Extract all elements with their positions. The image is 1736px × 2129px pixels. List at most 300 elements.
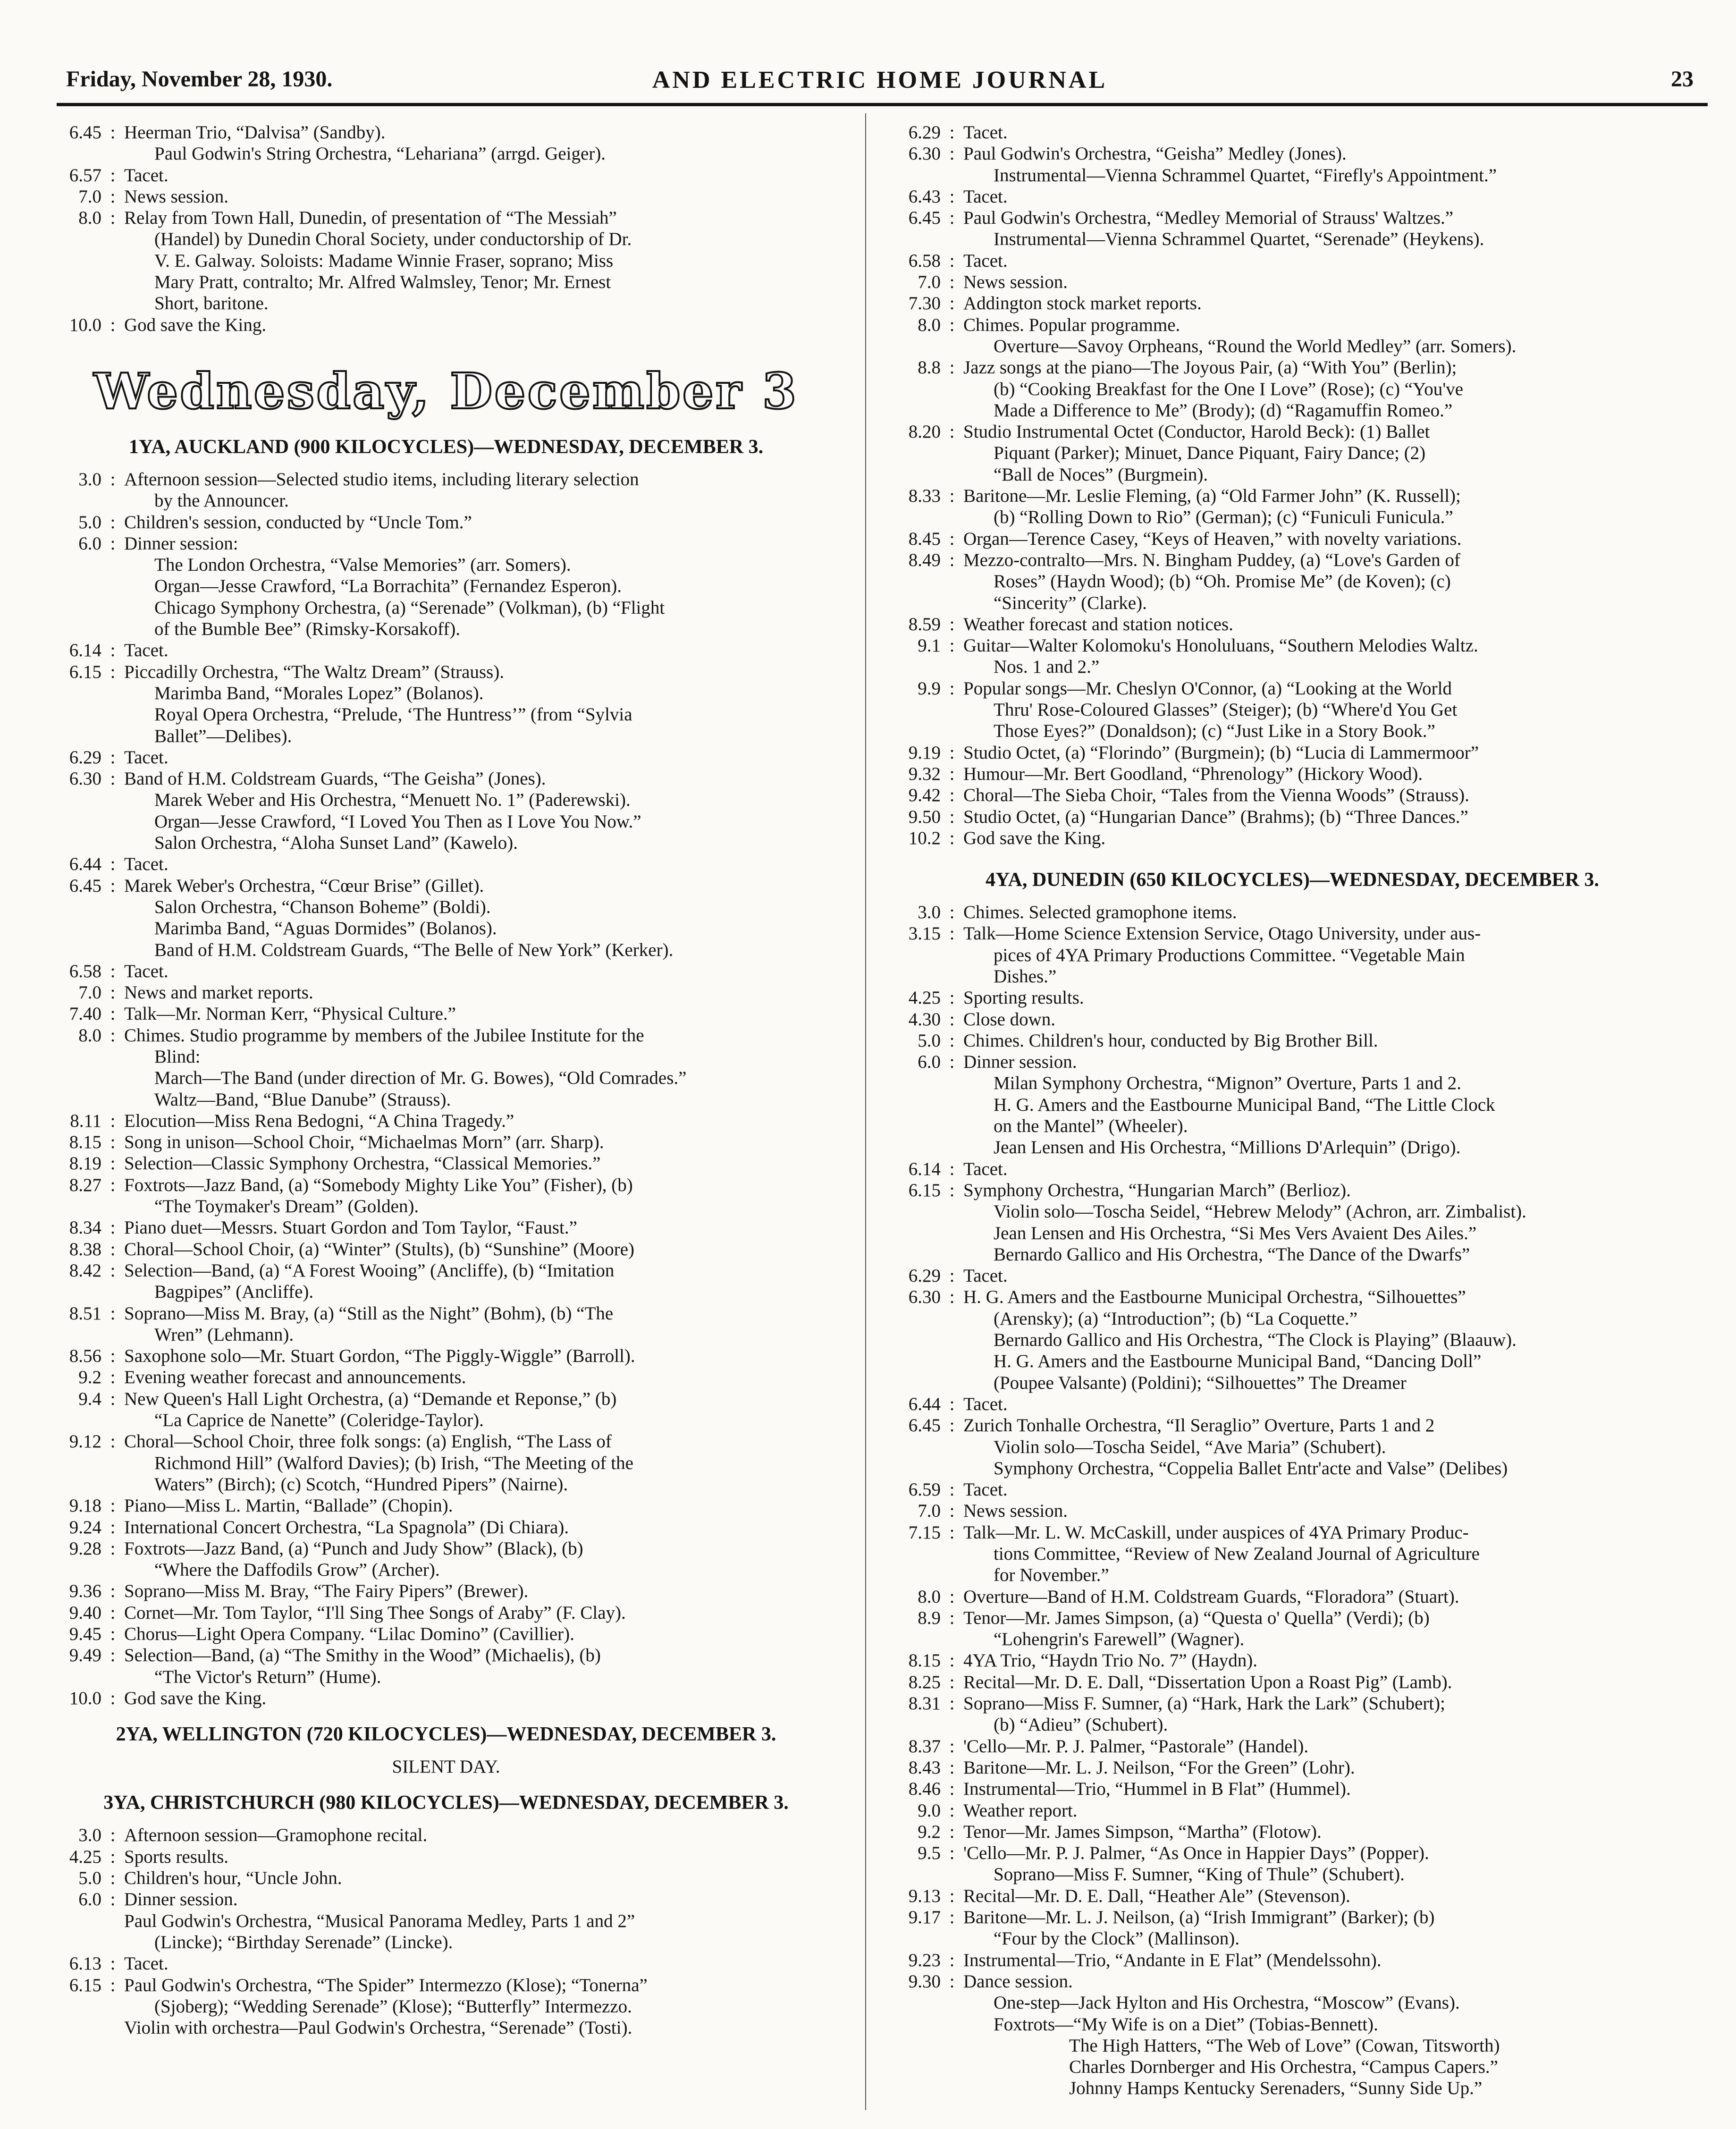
time-separator: : [949, 635, 955, 656]
entry-text: H. G. Amers and the Eastbourne Municipal Orchestra, “Silhouettes” [963, 1287, 1466, 1308]
programme-entry [886, 1650, 1698, 1671]
time-separator: : [949, 1843, 955, 1864]
time-separator: : [110, 1517, 116, 1538]
entry-time: 9.5 [918, 1843, 941, 1864]
entry-text: Paul Godwin's Orchestra, “Geisha” Medley (Jones). [963, 144, 1347, 164]
entry-continuation: Waltz—Band, “Blue Danube” (Strauss). [154, 1089, 451, 1110]
entry-text: Choral—The Sieba Choir, “Tales from the Vienna Woods” (Strauss). [963, 785, 1469, 806]
programme-entry [886, 614, 1698, 635]
entry-continuation: tions Committee, “Review of New Zealand Journal of Agriculture [994, 1544, 1480, 1564]
time-separator: : [110, 1624, 116, 1644]
entry-time: 6.0 [78, 533, 101, 554]
programme-entry [886, 1265, 1698, 1286]
entry-text: Piccadilly Orchestra, “The Waltz Dream” (Strauss). [124, 661, 505, 682]
left-column [47, 122, 845, 2038]
entry-time: 3.0 [918, 902, 941, 923]
programme-entry [886, 1971, 1698, 1992]
time-separator: : [949, 828, 955, 848]
programme-entry [47, 1538, 845, 1559]
entry-continuation: “The Victor's Return” (Hume). [154, 1666, 381, 1687]
entry-text: Addington stock market reports. [963, 293, 1202, 314]
entry-time: 9.19 [908, 742, 941, 763]
entry-text: Sports results. [124, 1846, 229, 1867]
entry-text: Foxtrots—Jazz Band, (a) “Somebody Mighty Like You” (Fisher), (b) [124, 1174, 633, 1195]
programme-entry [886, 485, 1698, 507]
entry-time: 10.2 [908, 828, 941, 848]
time-separator: : [110, 875, 116, 896]
entry-time: 8.49 [908, 549, 941, 570]
entry-time: 4.25 [69, 1846, 101, 1867]
time-separator: : [949, 1950, 955, 1970]
entry-time: 8.33 [908, 486, 941, 507]
entry-text: Talk—Home Science Extension Service, Otago University, under aus- [963, 923, 1481, 944]
entry-continuation: Royal Opera Orchestra, “Prelude, ‘The Huntress’” (from “Sylvia [154, 704, 632, 725]
entry-continuation: (Handel) by Dunedin Choral Society, under conductorship of Dr. [154, 229, 632, 250]
time-separator: : [949, 186, 955, 207]
entry-time: 6.15 [69, 1975, 101, 1995]
programme-entry [47, 122, 845, 143]
time-separator: : [949, 1158, 955, 1179]
programme-entry [886, 207, 1698, 228]
time-separator: : [949, 314, 955, 335]
time-separator: : [110, 122, 116, 143]
entry-continuation: “Where the Daffodils Grow” (Archer). [154, 1560, 440, 1580]
entry-time: 6.57 [69, 165, 101, 186]
entry-text: Chimes. Children's hour, conducted by Big Brother Bill. [963, 1030, 1378, 1051]
time-separator: : [949, 144, 955, 164]
time-separator: : [949, 549, 955, 570]
entry-continuation: Dishes.” [994, 966, 1057, 987]
entry-text: Chimes. Selected gramophone items. [963, 902, 1237, 923]
entry-continuation: Made a Difference to Me” (Brody); (d) “Ragamuffin Romeo.” [994, 400, 1453, 421]
programme-entry [886, 357, 1698, 378]
time-separator: : [949, 1800, 955, 1821]
entry-text: 4YA Trio, “Haydn Trio No. 7” (Haydn). [963, 1650, 1257, 1671]
entry-time: 6.15 [69, 661, 101, 682]
entry-time: 8.11 [70, 1110, 101, 1131]
entry-text: Weather report. [963, 1800, 1078, 1821]
programme-entry [47, 1025, 845, 1046]
time-separator: : [110, 1825, 116, 1846]
entry-time: 6.29 [908, 1266, 941, 1286]
time-separator: : [949, 923, 955, 944]
entry-continuation: Organ—Jesse Crawford, “I Loved You Then as I Love You Now.” [154, 811, 641, 832]
entry-time: 8.56 [69, 1346, 101, 1367]
entry-text: Dinner session. [963, 1052, 1077, 1073]
column-divider [865, 113, 866, 2110]
time-separator: : [949, 1907, 955, 1928]
programme-entry [886, 1778, 1698, 1800]
entry-continuation: (Sjoberg); “Wedding Serenade” (Klose); “Butterfly” Intermezzo. [154, 1996, 632, 2017]
entry-time: 6.45 [69, 875, 101, 896]
entry-time: 6.30 [908, 144, 941, 164]
entry-text: Foxtrots—Jazz Band, (a) “Punch and Judy Show” (Black), (b) [124, 1538, 583, 1559]
time-separator: : [110, 1217, 116, 1238]
entry-text: Popular songs—Mr. Cheslyn O'Connor, (a) “Looking at the World [963, 678, 1452, 699]
issue-date: Friday, November 28, 1930. [66, 67, 333, 92]
time-separator: : [110, 1581, 116, 1602]
programme-entry [47, 1217, 845, 1238]
entry-text: Recital—Mr. D. E. Dall, “Heather Ale” (Stevenson). [963, 1885, 1350, 1906]
time-separator: : [949, 763, 955, 784]
time-separator: : [949, 1971, 955, 1992]
entry-text: Instrumental—Trio, “Andante in E Flat” (Mendelssohn). [963, 1950, 1382, 1970]
programme-entry [47, 533, 845, 554]
time-separator: : [110, 1367, 116, 1388]
time-separator: : [110, 208, 116, 228]
time-separator: : [949, 1415, 955, 1436]
entry-text: Zurich Tonhalle Orchestra, “Il Seraglio” Overture, Parts 1 and 2 [963, 1415, 1435, 1436]
entry-text: Talk—Mr. L. W. McCaskill, under auspices of 4YA Primary Produc- [963, 1522, 1469, 1543]
entry-continuation: Nos. 1 and 2.” [994, 657, 1100, 677]
time-separator: : [110, 769, 116, 789]
time-separator: : [949, 614, 955, 634]
entry-text: International Concert Orchestra, “La Spagnola” (Di Chiara). [124, 1517, 569, 1538]
entry-continuation: of the Bumble Bee” (Rimsky-Korsakoff). [154, 619, 461, 640]
entry-continuation: (b) “Cooking Breakfast for the One I Love” (Rose); (c) “You've [994, 379, 1464, 399]
time-separator: : [110, 747, 116, 768]
programme-entry [886, 1180, 1698, 1201]
entry-time: 9.24 [69, 1517, 101, 1538]
time-separator: : [110, 1388, 116, 1409]
entry-time: 6.0 [918, 1052, 941, 1073]
entry-text: Afternoon session—Selected studio items, including literary selection [124, 469, 639, 490]
programme-entry [886, 1030, 1698, 1051]
programme-entry [886, 828, 1698, 849]
entry-continuation: The High Hatters, “The Web of Love” (Cowan, Titsworth) [1069, 2035, 1500, 2056]
christchurch-listing [47, 1825, 845, 2038]
time-separator: : [110, 1346, 116, 1367]
programme-entry [47, 1367, 845, 1388]
entry-time: 7.15 [908, 1522, 941, 1543]
programme-entry [886, 1051, 1698, 1073]
entry-continuation: Symphony Orchestra, “Coppelia Ballet Entr'acte and Valse” (Delibes) [994, 1458, 1508, 1478]
entry-text: Saxophone solo—Mr. Stuart Gordon, “The Piggly-Wiggle” (Barroll). [124, 1346, 635, 1367]
entry-text: News session. [963, 272, 1068, 293]
time-separator: : [110, 1132, 116, 1153]
programme-entry [47, 1953, 845, 1974]
time-separator: : [949, 988, 955, 1008]
christchurch-listing-continued [886, 122, 1698, 849]
entry-text: Tacet. [124, 854, 169, 875]
entry-time: 8.20 [908, 422, 941, 442]
entry-text: Song in unison—School Choir, “Michaelmas Morn” (arr. Sharp). [124, 1132, 604, 1153]
time-separator: : [949, 1287, 955, 1308]
entry-text: Tacet. [124, 961, 169, 981]
entry-time: 8.9 [918, 1607, 941, 1628]
entry-time: 4.30 [908, 1009, 941, 1030]
entry-time: 8.27 [69, 1174, 101, 1195]
entry-time: 6.45 [908, 208, 941, 228]
entry-continuation: Violin with orchestra—Paul Godwin's Orchestra, “Serenade” (Tosti). [124, 2018, 632, 2038]
time-separator: : [110, 1953, 116, 1974]
time-separator: : [110, 1025, 116, 1046]
entry-time: 8.25 [908, 1672, 941, 1692]
entry-text: Recital—Mr. D. E. Dall, “Dissertation Upon a Roast Pig” (Lamb). [963, 1672, 1452, 1692]
programme-entry [886, 1757, 1698, 1778]
entry-continuation: (Lincke); “Birthday Serenade” (Lincke). [154, 1932, 453, 1952]
entry-text: Tacet. [124, 747, 169, 768]
time-separator: : [949, 1030, 955, 1051]
entry-time: 8.0 [78, 208, 101, 228]
journal-title: AND ELECTRIC HOME JOURNAL [652, 67, 1108, 93]
entry-continuation: March—The Band (under direction of Mr. G. Bowes), “Old Comrades.” [154, 1068, 687, 1089]
entry-text: Piano duet—Messrs. Stuart Gordon and Tom Taylor, “Faust.” [124, 1217, 577, 1238]
entry-continuation: Piquant (Parker); Minuet, Dance Piquant, Fairy Dance; (2) [994, 443, 1426, 464]
programme-entry [47, 1975, 845, 1996]
entry-text: Dinner session: [124, 533, 238, 554]
programme-entry [886, 987, 1698, 1008]
entry-continuation: Johnny Hamps Kentucky Serenaders, “Sunny Side Up.” [1069, 2078, 1483, 2099]
entry-time: 10.0 [69, 1688, 101, 1708]
entry-continuation: Chicago Symphony Orchestra, (a) “Serenade” (Volkman), (b) “Flight [154, 597, 665, 618]
entry-continuation: V. E. Galway. Soloists: Madame Winnie Fraser, soprano; Miss [154, 250, 614, 271]
entry-continuation: H. G. Amers and the Eastbourne Municipal Band, “Dancing Doll” [994, 1351, 1482, 1372]
entry-continuation: Short, baritone. [154, 293, 269, 314]
time-separator: : [949, 1501, 955, 1521]
time-separator: : [949, 1522, 955, 1543]
entry-continuation: Paul Godwin's Orchestra, “Musical Panorama Medley, Parts 1 and 2” [124, 1910, 635, 1931]
entry-text: 'Cello—Mr. P. J. Palmer, “As Once in Happier Days” (Popper). [963, 1843, 1429, 1864]
entry-continuation: by the Announcer. [154, 490, 289, 511]
entry-text: Jazz songs at the piano—The Joyous Pair, (a) “With You” (Berlin); [963, 357, 1457, 378]
entry-time: 8.38 [69, 1239, 101, 1259]
entry-time: 8.0 [918, 1586, 941, 1607]
entry-text: Tacet. [124, 640, 169, 661]
header-rule [57, 103, 1708, 106]
entry-text: God save the King. [963, 828, 1106, 848]
entry-text: Elocution—Miss Rena Bedogni, “A China Tragedy.” [124, 1110, 514, 1131]
entry-time: 6.59 [908, 1479, 941, 1500]
entry-time: 6.44 [69, 854, 101, 875]
programme-entry [886, 902, 1698, 923]
programme-entry [886, 1842, 1698, 1864]
time-separator: : [949, 1693, 955, 1714]
station-heading-christchurch: 3YA, CHRISTCHURCH (980 KILOCYCLES)—WEDNESDAY, DECEMBER 3. [103, 1792, 789, 1814]
entry-text: Relay from Town Hall, Dunedin, of presentation of “The Messiah” [124, 208, 617, 228]
entry-time: 6.58 [69, 961, 101, 981]
programme-entry [886, 1394, 1698, 1415]
programme-entry [47, 1889, 845, 1910]
entry-text: Piano—Miss L. Martin, “Ballade” (Chopin). [124, 1495, 453, 1516]
entry-continuation: Salon Orchestra, “Aloha Sunset Land” (Kawelo). [154, 833, 518, 853]
time-separator: : [949, 678, 955, 699]
programme-entry [886, 122, 1698, 143]
time-separator: : [949, 1607, 955, 1628]
time-separator: : [110, 1110, 116, 1131]
auckland-listing [47, 469, 845, 1709]
entry-text: Tacet. [963, 122, 1008, 143]
programme-entry [886, 1693, 1698, 1714]
programme-entry [886, 1522, 1698, 1543]
programme-entry [47, 1388, 845, 1410]
entry-time: 8.43 [908, 1757, 941, 1778]
time-separator: : [949, 528, 955, 549]
time-separator: : [949, 293, 955, 314]
programme-entry [47, 1110, 845, 1132]
time-separator: : [949, 902, 955, 923]
entry-text: Evening weather forecast and announcements. [124, 1367, 466, 1388]
programme-entry [47, 165, 845, 186]
entry-continuation: Bernardo Gallico and His Orchestra, “The Clock is Playing” (Blaauw). [994, 1330, 1517, 1351]
entry-time: 8.0 [918, 314, 941, 335]
entry-time: 7.0 [918, 1501, 941, 1521]
entry-text: Choral—School Choir, three folk songs: (a) English, “The Lass of [124, 1431, 612, 1452]
entry-text: Talk—Mr. Norman Kerr, “Physical Culture.” [124, 1004, 456, 1024]
time-separator: : [949, 1394, 955, 1414]
time-separator: : [110, 512, 116, 532]
entry-continuation: Roses” (Haydn Wood); (b) “Oh. Promise Me” (de Koven); (c) [994, 571, 1451, 592]
time-separator: : [949, 272, 955, 293]
entry-continuation: Band of H.M. Coldstream Guards, “The Belle of New York” (Kerker). [154, 939, 674, 960]
programme-entry [886, 1286, 1698, 1308]
entry-time: 7.0 [918, 272, 941, 293]
programme-entry [886, 250, 1698, 271]
programme-entry [886, 1500, 1698, 1521]
entry-continuation: “Ball de Noces” (Burgmein). [994, 464, 1208, 485]
programme-entry [886, 742, 1698, 763]
time-separator: : [110, 1868, 116, 1889]
entry-text: Heerman Trio, “Dalvisa” (Sandby). [124, 122, 386, 143]
entry-continuation: on the Mantel” (Wheeler). [994, 1116, 1188, 1137]
day-heading: Wednesday, December 3 [93, 362, 799, 420]
entry-text: Baritone—Mr. Leslie Fleming, (a) “Old Farmer John” (K. Russell); [963, 486, 1461, 507]
entry-time: 3.15 [908, 923, 941, 944]
entry-text: Cornet—Mr. Tom Taylor, “I'll Sing Thee Songs of Araby” (F. Clay). [124, 1602, 626, 1623]
entry-time: 6.44 [908, 1394, 941, 1414]
time-separator: : [949, 357, 955, 378]
programme-entry [886, 271, 1698, 293]
programme-entry [886, 528, 1698, 549]
entry-time: 6.14 [908, 1158, 941, 1179]
time-separator: : [110, 1260, 116, 1281]
entry-time: 7.30 [908, 293, 941, 314]
entry-continuation: (Poupee Valsante) (Poldini); “Silhouettes” The Dreamer [994, 1372, 1407, 1393]
entry-text: Tacet. [963, 250, 1008, 271]
programme-entry [47, 1431, 845, 1452]
entry-time: 9.13 [908, 1885, 941, 1906]
entry-text: Soprano—Miss M. Bray, (a) “Still as the Night” (Bohm), (b) “The [124, 1303, 614, 1324]
entry-text: Tenor—Mr. James Simpson, “Martha” (Flotow). [963, 1821, 1322, 1842]
programme-entry [47, 1153, 845, 1174]
entry-time: 7.40 [69, 1004, 101, 1024]
time-separator: : [949, 1736, 955, 1757]
entry-time: 8.31 [908, 1693, 941, 1714]
entry-continuation: Instrumental—Vienna Schrammel Quartet, “Firefly's Appointment.” [994, 165, 1497, 186]
entry-continuation: Waters” (Birch); (c) Scotch, “Hundred Pipers” (Nairne). [154, 1474, 568, 1495]
time-separator: : [110, 1431, 116, 1452]
entry-text: Sporting results. [963, 988, 1084, 1008]
entry-time: 9.32 [908, 763, 941, 784]
entry-time: 8.59 [908, 614, 941, 634]
entry-text: Soprano—Miss F. Sumner, (a) “Hark, Hark the Lark” (Schubert); [963, 1693, 1445, 1714]
station-heading-dunedin: 4YA, DUNEDIN (650 KILOCYCLES)—WEDNESDAY, DECEMBER 3. [986, 869, 1599, 891]
time-separator: : [949, 208, 955, 228]
entry-time: 8.19 [69, 1153, 101, 1174]
programme-entry [886, 1415, 1698, 1436]
entry-continuation: Violin solo—Toscha Seidel, “Hebrew Melody” (Achron, arr. Zimbalist). [994, 1201, 1526, 1222]
entry-time: 9.2 [918, 1821, 941, 1842]
entry-text: Tacet. [963, 186, 1008, 207]
entry-time: 6.43 [908, 186, 941, 207]
programme-entry [47, 853, 845, 875]
programme-entry [47, 1260, 845, 1281]
entry-time: 8.42 [69, 1260, 101, 1281]
time-separator: : [949, 806, 955, 827]
entry-time: 5.0 [918, 1030, 941, 1051]
entry-continuation: “Lohengrin's Farewell” (Wagner). [994, 1629, 1245, 1650]
entry-text: Close down. [963, 1009, 1055, 1030]
entry-time: 7.0 [78, 186, 101, 207]
time-separator: : [949, 486, 955, 507]
programme-entry [886, 421, 1698, 442]
time-separator: : [949, 1757, 955, 1778]
entry-time: 9.49 [69, 1645, 101, 1666]
entry-continuation: Organ—Jesse Crawford, “La Borrachita” (Fernandez Esperon). [154, 576, 622, 597]
programme-entry [47, 1517, 845, 1538]
time-separator: : [110, 854, 116, 875]
entry-text: Studio Octet, (a) “Florindo” (Burgmein); (b) “Lucia di Lammermoor” [963, 742, 1479, 763]
entry-continuation: Milan Symphony Orchestra, “Mignon” Overture, Parts 1 and 2. [994, 1073, 1462, 1094]
programme-entry [47, 1580, 845, 1602]
programme-entry [886, 635, 1698, 656]
entry-continuation: Bernardo Gallico and His Orchestra, “The Dance of the Dwarfs” [994, 1244, 1470, 1265]
entry-continuation: Jean Lensen and His Orchestra, “Si Mes Vers Avaient Des Ailes.” [994, 1223, 1477, 1243]
entry-time: 9.50 [908, 806, 941, 827]
entry-text: Children's hour, “Uncle John. [124, 1868, 342, 1889]
entry-time: 9.28 [69, 1538, 101, 1559]
entry-text: Baritone—Mr. L. J. Neilson, “For the Green” (Lohr). [963, 1757, 1355, 1778]
programme-entry [886, 785, 1698, 806]
entry-text: Dance session. [963, 1971, 1073, 1992]
station-heading-auckland: 1YA, AUCKLAND (900 KILOCYCLES)—WEDNESDAY, DECEMBER 3. [128, 436, 764, 458]
entry-text: Dinner session. [124, 1889, 238, 1910]
dunedin-listing [886, 902, 1698, 2099]
programme-entry [886, 763, 1698, 785]
entry-time: 9.0 [918, 1800, 941, 1821]
programme-entry [886, 1607, 1698, 1629]
programme-entry [886, 1586, 1698, 1607]
entry-continuation: (b) “Adieu” (Schubert). [994, 1715, 1168, 1735]
entry-time: 3.0 [78, 469, 101, 490]
entry-text: Tacet. [963, 1479, 1008, 1500]
time-separator: : [110, 1602, 116, 1623]
entry-text: Guitar—Walter Kolomoku's Honoluluans, “Southern Melodies Waltz. [963, 635, 1478, 656]
programme-entry [47, 1846, 845, 1867]
entry-text: Symphony Orchestra, “Hungarian March” (Berlioz). [963, 1180, 1351, 1200]
entry-time: 9.17 [908, 1907, 941, 1928]
entry-text: Selection—Classic Symphony Orchestra, “Classical Memories.” [124, 1153, 601, 1174]
entry-time: 9.23 [908, 1950, 941, 1970]
programme-entry [886, 1672, 1698, 1693]
entry-text: Humour—Mr. Bert Goodland, “Phrenology” (Hickory Wood). [963, 763, 1423, 784]
entry-time: 6.58 [908, 250, 941, 271]
entry-time: 9.9 [918, 678, 941, 699]
entry-text: Afternoon session—Gramophone recital. [124, 1825, 428, 1846]
entry-continuation: H. G. Amers and the Eastbourne Municipal Band, “The Little Clock [994, 1094, 1495, 1115]
entry-time: 6.45 [908, 1415, 941, 1436]
programme-entry [47, 1495, 845, 1516]
entry-time: 6.30 [908, 1287, 941, 1308]
entry-continuation: for November.” [994, 1565, 1109, 1586]
time-separator: : [949, 1672, 955, 1692]
entry-continuation: Richmond Hill” (Walford Davies); (b) Irish, “The Meeting of the [154, 1453, 633, 1473]
time-separator: : [949, 1266, 955, 1286]
entry-continuation: “Four by the Clock” (Mallinson). [994, 1928, 1239, 1949]
time-separator: : [110, 1174, 116, 1195]
entry-time: 6.29 [908, 122, 941, 143]
entry-time: 9.4 [78, 1388, 101, 1409]
